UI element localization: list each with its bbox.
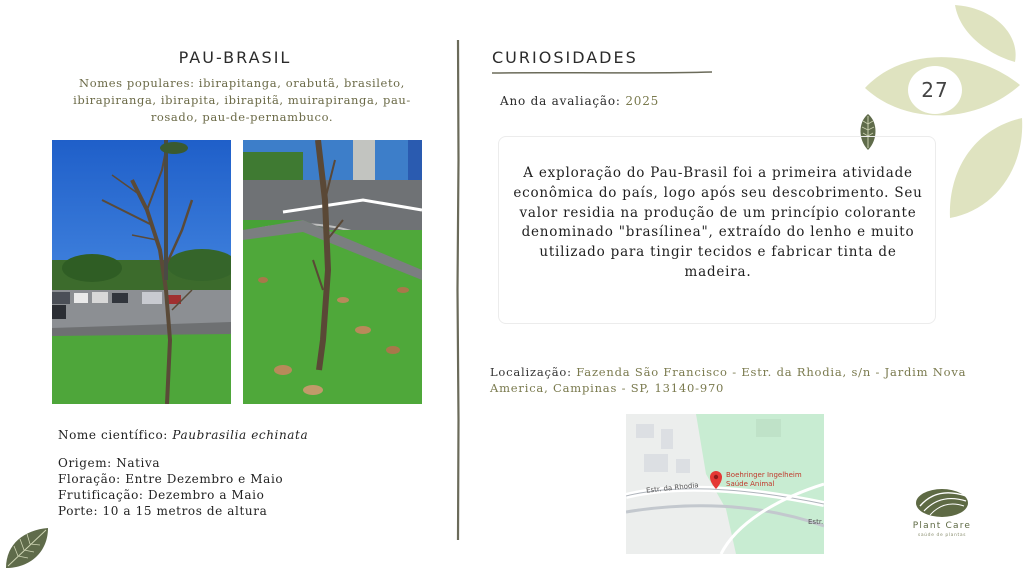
popular-names: Nomes populares: ibirapitanga, orabutã, brasileto, ibirapiranga, ibirapita, ibirapitã, muirapiranga, pau-rosado, pau-de-pernambuco. bbox=[73, 76, 411, 124]
map-road-label-2: Estr. bbox=[808, 518, 824, 526]
brand-tagline: saúde de plantas bbox=[917, 533, 967, 538]
page-number: 27 bbox=[908, 66, 962, 114]
location-value: Fazenda São Francisco - Estr. da Rhodia, s/n - Jardim Nova America, Campinas - SP, 13140-970 bbox=[490, 365, 967, 395]
title-underline bbox=[492, 70, 714, 76]
flowering-line: Floração: Entre Dezembro e Maio bbox=[58, 472, 284, 486]
map-place-label bbox=[726, 471, 802, 489]
location-map[interactable] bbox=[626, 414, 824, 554]
scientific-name-line bbox=[58, 427, 308, 444]
map-place-line2: Saúde Animal bbox=[726, 480, 775, 488]
fruiting-line: Frutificação: Dezembro a Maio bbox=[58, 488, 265, 502]
year-value: 2025 bbox=[625, 94, 660, 108]
map-road-label: Estr. da Rhodia bbox=[645, 481, 699, 495]
size-line: Porte: 10 a 15 metros de altura bbox=[58, 504, 268, 518]
year-label: Ano da avaliação: bbox=[500, 94, 621, 108]
map-place-line1: Boehringer Ingelheim bbox=[726, 471, 802, 479]
curiosity-text: A exploração do Pau-Brasil foi a primeira atividade econômica do país, logo após seu descobrimento. Seu valor residia na produção de um princípio colorante denominado "brasílinea", extraído do lenho e muito utilizado para tingir tecidos e fabricar tinta de madeira. bbox=[513, 165, 923, 280]
scientific-label: Nome científico: bbox=[58, 428, 168, 442]
evaluation-year bbox=[500, 94, 659, 108]
tree-photo-2 bbox=[243, 140, 422, 404]
vertical-divider bbox=[456, 40, 460, 540]
brand-name: Plant Care bbox=[912, 521, 972, 531]
location bbox=[490, 365, 990, 396]
plant-care-logo-icon bbox=[914, 486, 970, 520]
tree-photo-1 bbox=[52, 140, 231, 404]
location-label: Localização: bbox=[490, 365, 572, 379]
decorative-leaf-bottom-left bbox=[2, 524, 52, 572]
origin-line: Origem: Nativa bbox=[58, 456, 161, 470]
curiosities-title: CURIOSIDADES bbox=[492, 48, 638, 67]
scientific-name: Paubrasilia echinata bbox=[172, 428, 309, 442]
plant-title: PAU-BRASIL bbox=[178, 48, 292, 67]
